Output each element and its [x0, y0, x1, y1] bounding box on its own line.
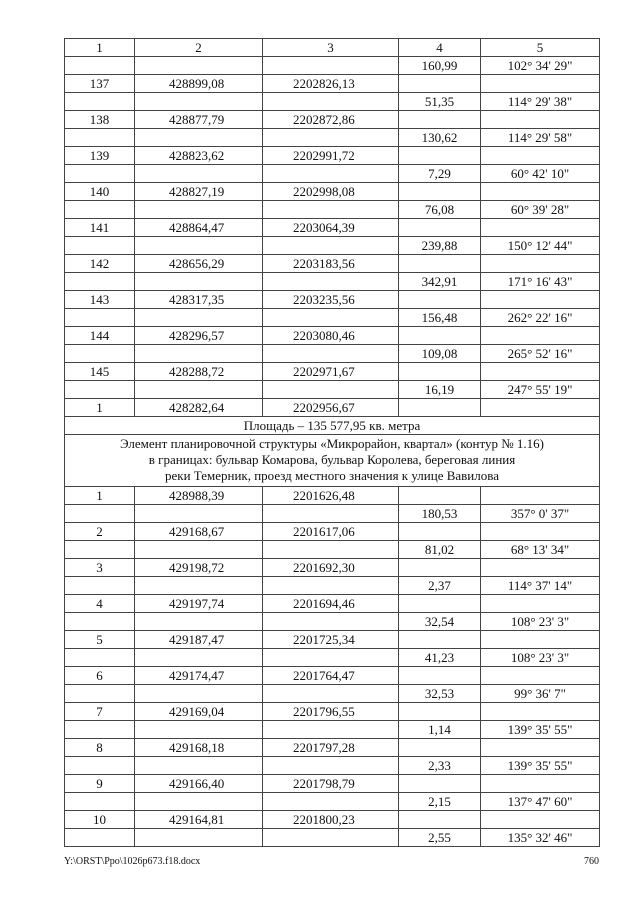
table-cell — [399, 75, 481, 93]
header-cell-y: 3 — [263, 39, 399, 57]
table-cell — [135, 505, 263, 523]
table-cell — [135, 685, 263, 703]
table-cell — [263, 829, 399, 847]
table-row — [65, 345, 600, 363]
table-cell — [263, 505, 399, 523]
footer-file-path: Y:\ORST\Ppo\1026p673.f18.docx — [64, 856, 201, 867]
table-cell — [399, 523, 481, 541]
table-row — [65, 75, 600, 93]
table-cell: 140 — [65, 183, 135, 201]
table-cell: 137 — [65, 75, 135, 93]
table-cell — [399, 219, 481, 237]
table-cell — [135, 345, 263, 363]
table-cell — [65, 201, 135, 219]
table-cell — [65, 165, 135, 183]
table-cell — [263, 793, 399, 811]
table-cell — [399, 291, 481, 309]
table-cell: 137° 47' 60" — [481, 793, 600, 811]
table-cell: 102° 34' 29" — [481, 57, 600, 75]
table-row — [65, 309, 600, 327]
table-cell: 428282,64 — [135, 399, 263, 417]
table-cell: 171° 16' 43" — [481, 273, 600, 291]
table-row — [65, 147, 600, 165]
table-cell: 428864,47 — [135, 219, 263, 237]
table-cell — [135, 541, 263, 559]
table-header-row — [65, 39, 600, 57]
table-cell: 2203064,39 — [263, 219, 399, 237]
table-cell — [399, 487, 481, 505]
element-title-row — [65, 435, 600, 487]
table-cell — [135, 649, 263, 667]
table-cell — [263, 613, 399, 631]
table-cell: 51,35 — [399, 93, 481, 111]
table-row — [65, 111, 600, 129]
table-cell — [263, 201, 399, 219]
table-cell: 428827,19 — [135, 183, 263, 201]
area-summary: Площадь – 135 577,95 кв. метра — [65, 417, 600, 435]
table-cell: 10 — [65, 811, 135, 829]
table-cell: 139° 35' 55" — [481, 721, 600, 739]
table-cell — [481, 363, 600, 381]
header-cell-distance: 4 — [399, 39, 481, 57]
table-cell — [481, 703, 600, 721]
table-cell — [135, 793, 263, 811]
table-cell: 429187,47 — [135, 631, 263, 649]
table-cell: 2201617,06 — [263, 523, 399, 541]
table-cell — [481, 775, 600, 793]
table-cell: 2203080,46 — [263, 327, 399, 345]
table-row — [65, 721, 600, 739]
table-cell: 428877,79 — [135, 111, 263, 129]
table-cell: 2202956,67 — [263, 399, 399, 417]
table-cell: 429168,18 — [135, 739, 263, 757]
table-cell — [263, 541, 399, 559]
header-cell-point: 1 — [65, 39, 135, 57]
table-cell — [65, 685, 135, 703]
table-row — [65, 381, 600, 399]
table-cell: 428296,57 — [135, 327, 263, 345]
table-row — [65, 487, 600, 505]
table-cell: 130,62 — [399, 129, 481, 147]
table-cell: 9 — [65, 775, 135, 793]
table-cell — [263, 57, 399, 75]
table-cell — [65, 273, 135, 291]
table-cell — [65, 793, 135, 811]
table-cell — [263, 685, 399, 703]
table-cell: 144 — [65, 327, 135, 345]
table-cell — [65, 829, 135, 847]
table-cell: 68° 13' 34" — [481, 541, 600, 559]
coordinates-table-body — [65, 39, 600, 847]
table-cell: 2203235,56 — [263, 291, 399, 309]
table-cell: 160,99 — [399, 57, 481, 75]
table-row — [65, 559, 600, 577]
table-cell: 2201626,48 — [263, 487, 399, 505]
table-cell — [263, 237, 399, 255]
table-cell: 2,55 — [399, 829, 481, 847]
table-cell — [399, 183, 481, 201]
table-cell: 142 — [65, 255, 135, 273]
table-cell — [65, 57, 135, 75]
table-row — [65, 541, 600, 559]
table-cell — [135, 237, 263, 255]
table-cell — [481, 595, 600, 613]
table-cell — [399, 327, 481, 345]
table-row — [65, 829, 600, 847]
table-row — [65, 219, 600, 237]
table-cell — [65, 381, 135, 399]
table-row — [65, 505, 600, 523]
table-row — [65, 273, 600, 291]
table-cell: 139 — [65, 147, 135, 165]
table-cell: 2202971,67 — [263, 363, 399, 381]
table-cell: 429164,81 — [135, 811, 263, 829]
table-cell: 2201796,55 — [263, 703, 399, 721]
table-cell: 2 — [65, 523, 135, 541]
table-cell: 114° 29' 58" — [481, 129, 600, 147]
table-cell — [481, 811, 600, 829]
table-row — [65, 129, 600, 147]
table-row — [65, 811, 600, 829]
table-cell — [65, 577, 135, 595]
table-cell — [481, 523, 600, 541]
table-row — [65, 523, 600, 541]
table-row — [65, 201, 600, 219]
table-cell: 1,14 — [399, 721, 481, 739]
element-title-line: в границах: бульвар Комарова, бульвар Королева, береговая линия — [148, 452, 516, 467]
table-cell: 262° 22' 16" — [481, 309, 600, 327]
table-cell: 2,15 — [399, 793, 481, 811]
table-cell: 114° 37' 14" — [481, 577, 600, 595]
table-row — [65, 363, 600, 381]
table-cell — [135, 613, 263, 631]
table-cell: 81,02 — [399, 541, 481, 559]
table-cell — [263, 129, 399, 147]
table-cell — [481, 487, 600, 505]
table-row — [65, 93, 600, 111]
table-cell: 143 — [65, 291, 135, 309]
table-cell — [399, 811, 481, 829]
table-cell — [263, 757, 399, 775]
table-cell: 16,19 — [399, 381, 481, 399]
table-cell: 429197,74 — [135, 595, 263, 613]
table-cell: 135° 32' 46" — [481, 829, 600, 847]
table-cell — [481, 183, 600, 201]
table-row — [65, 237, 600, 255]
table-cell — [135, 577, 263, 595]
table-cell — [65, 345, 135, 363]
table-cell: 4 — [65, 595, 135, 613]
header-cell-x: 2 — [135, 39, 263, 57]
table-cell — [481, 631, 600, 649]
table-cell — [481, 111, 600, 129]
table-cell — [65, 541, 135, 559]
table-cell: 108° 23' 3" — [481, 613, 600, 631]
table-cell: 429168,67 — [135, 523, 263, 541]
table-cell: 428823,62 — [135, 147, 263, 165]
table-cell — [399, 703, 481, 721]
table-cell: 138 — [65, 111, 135, 129]
table-cell: 2201692,30 — [263, 559, 399, 577]
table-cell — [263, 93, 399, 111]
table-cell — [399, 255, 481, 273]
table-row — [65, 595, 600, 613]
table-cell — [399, 559, 481, 577]
table-cell — [481, 75, 600, 93]
table-cell — [263, 273, 399, 291]
table-cell — [135, 381, 263, 399]
table-cell: 156,48 — [399, 309, 481, 327]
footer-page-number: 760 — [584, 856, 599, 867]
table-cell: 2202872,86 — [263, 111, 399, 129]
table-row — [65, 255, 600, 273]
table-cell — [65, 649, 135, 667]
table-row — [65, 183, 600, 201]
table-cell: 139° 35' 55" — [481, 757, 600, 775]
table-cell: 141 — [65, 219, 135, 237]
table-cell — [135, 273, 263, 291]
table-cell — [135, 757, 263, 775]
table-cell: 2203183,56 — [263, 255, 399, 273]
table-cell: 1 — [65, 487, 135, 505]
table-cell: 2201694,46 — [263, 595, 399, 613]
table-cell — [135, 57, 263, 75]
table-cell: 60° 42' 10" — [481, 165, 600, 183]
table-cell — [263, 649, 399, 667]
area-summary-row — [65, 417, 600, 435]
table-cell — [65, 129, 135, 147]
table-cell — [263, 345, 399, 363]
table-row — [65, 57, 600, 75]
table-cell: 99° 36' 7" — [481, 685, 600, 703]
table-cell: 76,08 — [399, 201, 481, 219]
table-cell — [399, 631, 481, 649]
table-cell: 342,91 — [399, 273, 481, 291]
table-cell: 2201764,47 — [263, 667, 399, 685]
table-cell — [135, 201, 263, 219]
table-cell: 2201798,79 — [263, 775, 399, 793]
table-cell: 2,33 — [399, 757, 481, 775]
table-cell: 429166,40 — [135, 775, 263, 793]
table-cell — [263, 309, 399, 327]
table-cell: 239,88 — [399, 237, 481, 255]
table-cell — [481, 291, 600, 309]
table-row — [65, 793, 600, 811]
table-cell: 2202991,72 — [263, 147, 399, 165]
table-cell — [65, 721, 135, 739]
table-cell — [135, 165, 263, 183]
table-row — [65, 649, 600, 667]
table-cell: 1 — [65, 399, 135, 417]
table-cell: 109,08 — [399, 345, 481, 363]
table-cell — [65, 237, 135, 255]
table-cell: 2201725,34 — [263, 631, 399, 649]
table-cell: 429174,47 — [135, 667, 263, 685]
table-cell — [399, 363, 481, 381]
table-cell: 32,53 — [399, 685, 481, 703]
table-cell: 357° 0' 37" — [481, 505, 600, 523]
table-row — [65, 703, 600, 721]
table-cell: 2202826,13 — [263, 75, 399, 93]
table-cell — [135, 829, 263, 847]
table-row — [65, 577, 600, 595]
table-cell: 150° 12' 44" — [481, 237, 600, 255]
table-cell: 247° 55' 19" — [481, 381, 600, 399]
table-cell: 180,53 — [399, 505, 481, 523]
table-row — [65, 667, 600, 685]
table-row — [65, 327, 600, 345]
table-cell: 2201797,28 — [263, 739, 399, 757]
table-cell — [481, 219, 600, 237]
table-cell: 429198,72 — [135, 559, 263, 577]
table-cell — [135, 93, 263, 111]
table-cell — [135, 129, 263, 147]
table-cell: 2201800,23 — [263, 811, 399, 829]
table-cell: 428988,39 — [135, 487, 263, 505]
table-cell — [399, 399, 481, 417]
table-row — [65, 165, 600, 183]
table-cell: 2202998,08 — [263, 183, 399, 201]
table-cell: 428317,35 — [135, 291, 263, 309]
table-cell: 6 — [65, 667, 135, 685]
table-cell — [399, 775, 481, 793]
table-cell: 429169,04 — [135, 703, 263, 721]
table-cell: 114° 29' 38" — [481, 93, 600, 111]
table-cell — [65, 309, 135, 327]
table-cell — [481, 327, 600, 345]
table-cell — [263, 577, 399, 595]
table-cell — [399, 111, 481, 129]
header-cell-angle: 5 — [481, 39, 600, 57]
table-cell: 265° 52' 16" — [481, 345, 600, 363]
table-cell — [263, 165, 399, 183]
table-cell — [399, 595, 481, 613]
table-cell: 7,29 — [399, 165, 481, 183]
table-cell — [481, 399, 600, 417]
table-cell — [65, 505, 135, 523]
table-cell: 428288,72 — [135, 363, 263, 381]
table-cell — [135, 309, 263, 327]
table-cell: 3 — [65, 559, 135, 577]
table-row — [65, 631, 600, 649]
table-row — [65, 685, 600, 703]
table-cell — [481, 739, 600, 757]
table-row — [65, 291, 600, 309]
table-row — [65, 399, 600, 417]
table-row — [65, 613, 600, 631]
table-cell — [399, 739, 481, 757]
table-cell: 108° 23' 3" — [481, 649, 600, 667]
table-cell — [481, 559, 600, 577]
table-cell: 428899,08 — [135, 75, 263, 93]
table-cell — [65, 757, 135, 775]
table-cell: 32,54 — [399, 613, 481, 631]
table-cell: 2,37 — [399, 577, 481, 595]
table-cell: 145 — [65, 363, 135, 381]
table-cell: 5 — [65, 631, 135, 649]
table-row — [65, 739, 600, 757]
table-cell: 428656,29 — [135, 255, 263, 273]
table-cell: 8 — [65, 739, 135, 757]
element-title-line: Элемент планировочной структуры «Микрорайон, квартал» (контур № 1.16) — [120, 436, 544, 451]
element-title — [65, 435, 600, 487]
table-row — [65, 757, 600, 775]
table-cell — [65, 613, 135, 631]
table-cell — [481, 147, 600, 165]
coordinates-table — [64, 38, 600, 847]
element-title-line: реки Темерник, проезд местного значения к улице Вавилова — [164, 468, 499, 483]
table-cell — [263, 381, 399, 399]
table-cell — [481, 667, 600, 685]
table-cell — [263, 721, 399, 739]
table-cell — [481, 255, 600, 273]
table-cell: 60° 39' 28" — [481, 201, 600, 219]
table-cell: 41,23 — [399, 649, 481, 667]
table-cell — [399, 147, 481, 165]
table-row — [65, 775, 600, 793]
table-cell — [135, 721, 263, 739]
table-cell: 7 — [65, 703, 135, 721]
document-page — [64, 38, 599, 847]
table-cell — [65, 93, 135, 111]
table-cell — [399, 667, 481, 685]
